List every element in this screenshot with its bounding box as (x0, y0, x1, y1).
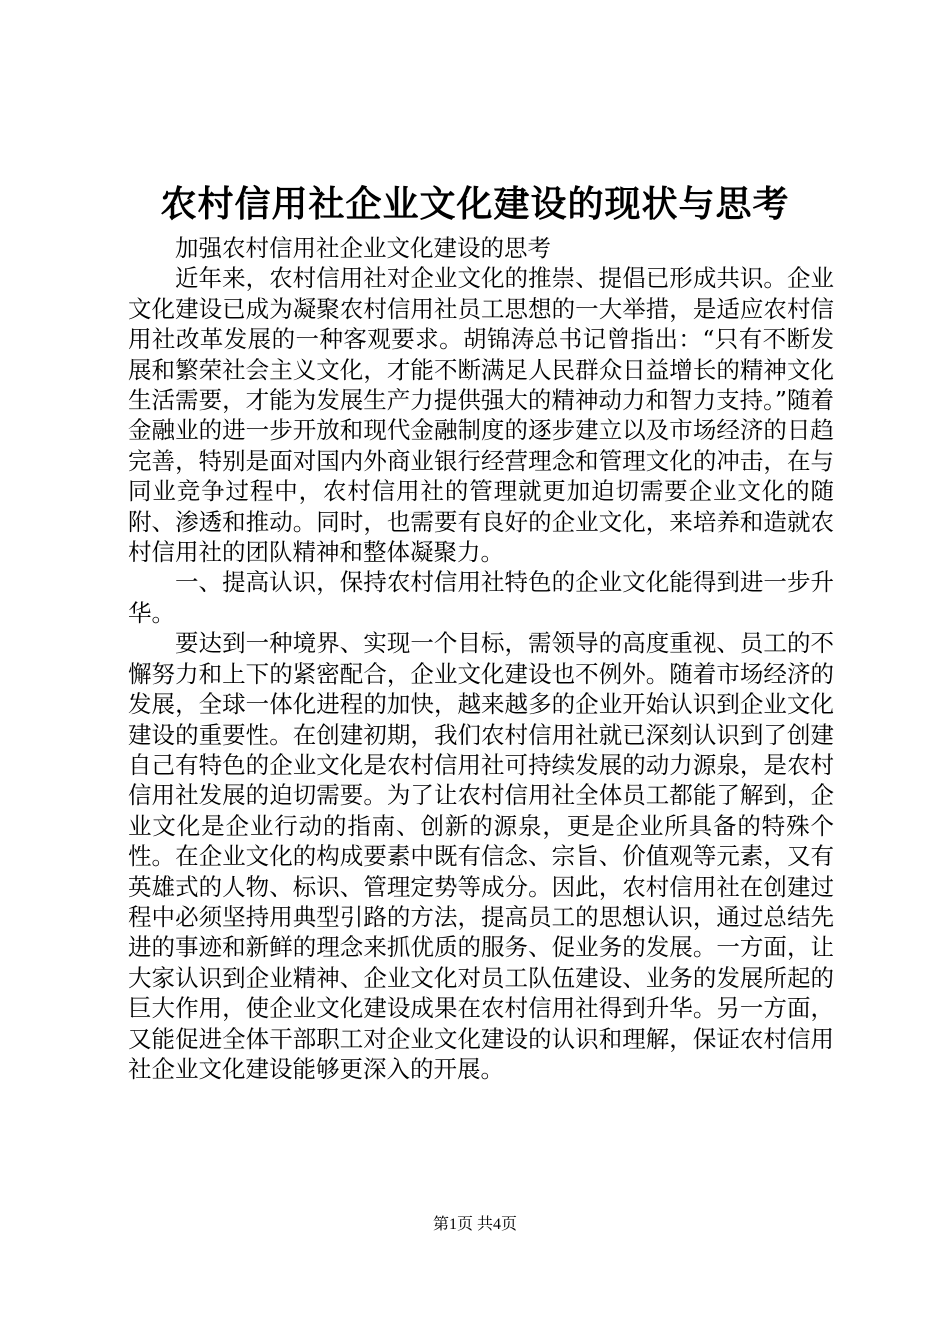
document-body (128, 233, 834, 1084)
subtitle-paragraph: 加强农村信用社企业文化建设的思考 (175, 234, 551, 262)
document-title: 农村信用社企业文化建设的现状与思考 (160, 183, 790, 225)
page-number-footer: 第1页 共4页 (432, 1216, 517, 1233)
section-heading-1: 一、提高认识，保持农村信用社特色的企业文化能得到进一步升华。 (128, 568, 834, 627)
body-paragraph-intro: 近年来，农村信用社对企业文化的推崇、提倡已形成共识。企业文化建设已成为凝聚农村信用社员工思想的一大举措，是适应农村信用社改革发展的一种客观要求。胡锦涛总书记曾指出：“只有不断发展和繁荣社会主义文化，才能不断满足人民群众日益增长的精神文化生活需要，才能为发展生产力提供强大的精神动力和智力支持。”随着金融业的进一步开放和现代金融制度的逐步建立以及市场经济的日趋完善，特别是面对国内外商业银行经营理念和管理文化的冲击，在与同业竞争过程中，农村信用社的管理就更加迫切需要企业文化的随附、渗透和推动。同时，也需要有良好的企业文化，来培养和造就农村信用社的团队精神和整体凝聚力。 (128, 264, 834, 567)
body-paragraph-section-1: 要达到一种境界、实现一个目标，需领导的高度重视、员工的不懈努力和上下的紧密配合，企业文化建设也不例外。随着市场经济的发展，全球一体化进程的加快，越来越多的企业开始认识到企业文化建设的重要性。在创建初期，我们农村信用社就已深刻认识到了创建自己有特色的企业文化是农村信用社可持续发展的动力源泉，是农村信用社发展的迫切需要。为了让农村信用社全体员工都能了解到，企业文化是企业行动的指南、创新的源泉，更是企业所具备的特殊个性。在企业文化的构成要素中既有信念、宗旨、价值观等元素，又有英雄式的人物、标识、管理定势等成分。因此，农村信用社在创建过程中必须坚持用典型引路的方法，提高员工的思想认识，通过总结先进的事迹和新鲜的理念来抓优质的服务、促业务的发展。一方面，让大家认识到企业精神、企业文化对员工队伍建设、业务的发展所起的巨大作用，使企业文化建设成果在农村信用社得到升华。另一方面，又能促进全体干部职工对企业文化建设的认识和理解，保证农村信用社企业文化建设能够更深入的开展。 (128, 629, 834, 1083)
